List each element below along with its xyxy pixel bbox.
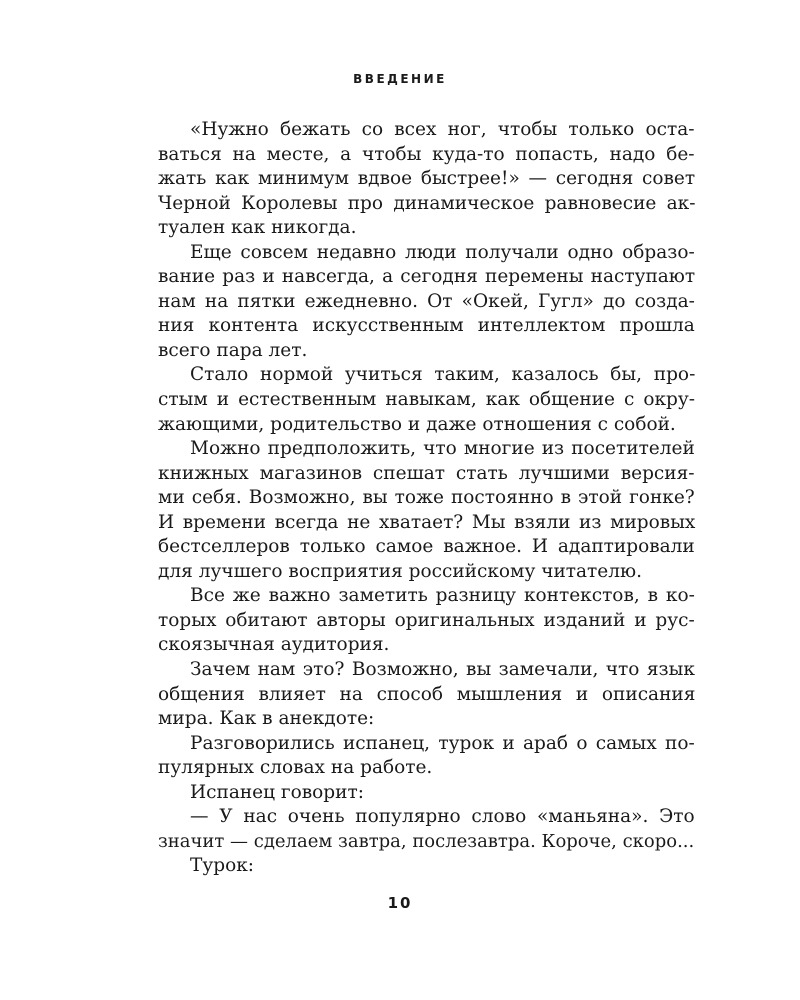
text-line: Разговорились испанец, турок и араб о самых по- xyxy=(190,732,695,754)
text-line: туален как никогда. xyxy=(158,217,357,239)
text-line: торых обитают авторы оригинальных изданий и рус- xyxy=(158,609,695,631)
text-line: Зачем нам это? Возможно, вы замечали, что язык xyxy=(190,659,695,681)
text-line: для лучшего восприятия российскому читателю. xyxy=(158,560,642,582)
body-text xyxy=(158,118,695,879)
text-line: нам на пятки ежедневно. От «Окей, Гугл» до созда- xyxy=(158,290,695,312)
text-line: Стало нормой учиться таким, казалось бы, про- xyxy=(190,364,696,386)
text-line: ваться на месте, а чтобы куда-то попасть, надо бе- xyxy=(158,143,695,165)
text-line: жать как минимум вдвое быстрее!» — сегодня совет xyxy=(158,168,696,190)
text-line: — У нас очень популярно слово «маньяна». Это xyxy=(190,806,695,828)
text-line: Можно предположить, что многие из посетителей xyxy=(190,438,695,460)
text-line: всего пара лет. xyxy=(158,339,308,361)
text-line: книжных магазинов спешат стать лучшими версия- xyxy=(158,462,695,484)
text-line: Испанец говорит: xyxy=(190,781,364,803)
text-line: стым и естественным навыкам, как общение с окру- xyxy=(158,389,696,411)
text-line: скоязычная аудитория. xyxy=(158,634,390,656)
text-line: вание раз и навсегда, а сегодня перемены наступают xyxy=(158,266,696,288)
text-line: И времени всегда не хватает? Мы взяли из мировых xyxy=(158,511,696,533)
text-line: ния контента искусственным интеллектом прошла xyxy=(158,315,695,337)
text-line: ми себя. Возможно, вы тоже постоянно в этой гонке? xyxy=(158,487,695,509)
text-line: общения влияет на способ мышления и описания xyxy=(158,683,696,705)
text-line: значит — сделаем завтра, послезавтра. Короче, скоро... xyxy=(158,830,695,852)
text-line: мира. Как в анекдоте: xyxy=(158,708,375,730)
text-line: бестселлеров только самое важное. И адаптировали xyxy=(158,536,695,558)
text-line: пулярных словах на работе. xyxy=(158,757,433,779)
text-line: Еще совсем недавно люди получали одно образо- xyxy=(190,241,695,263)
page-number: 10 xyxy=(387,894,413,912)
text-line: Черной Королевы про динамическое равновесие ак- xyxy=(158,192,696,214)
text-line: «Нужно бежать со всех ног, чтобы только оста- xyxy=(190,119,695,140)
running-head: ВВЕДЕНИЕ xyxy=(353,72,447,86)
text-line: жающими, родительство и даже отношения с собой. xyxy=(158,413,676,435)
text-line: Турок: xyxy=(190,855,255,877)
text-line: Все же важно заметить разницу контекстов, в ко- xyxy=(190,585,695,607)
